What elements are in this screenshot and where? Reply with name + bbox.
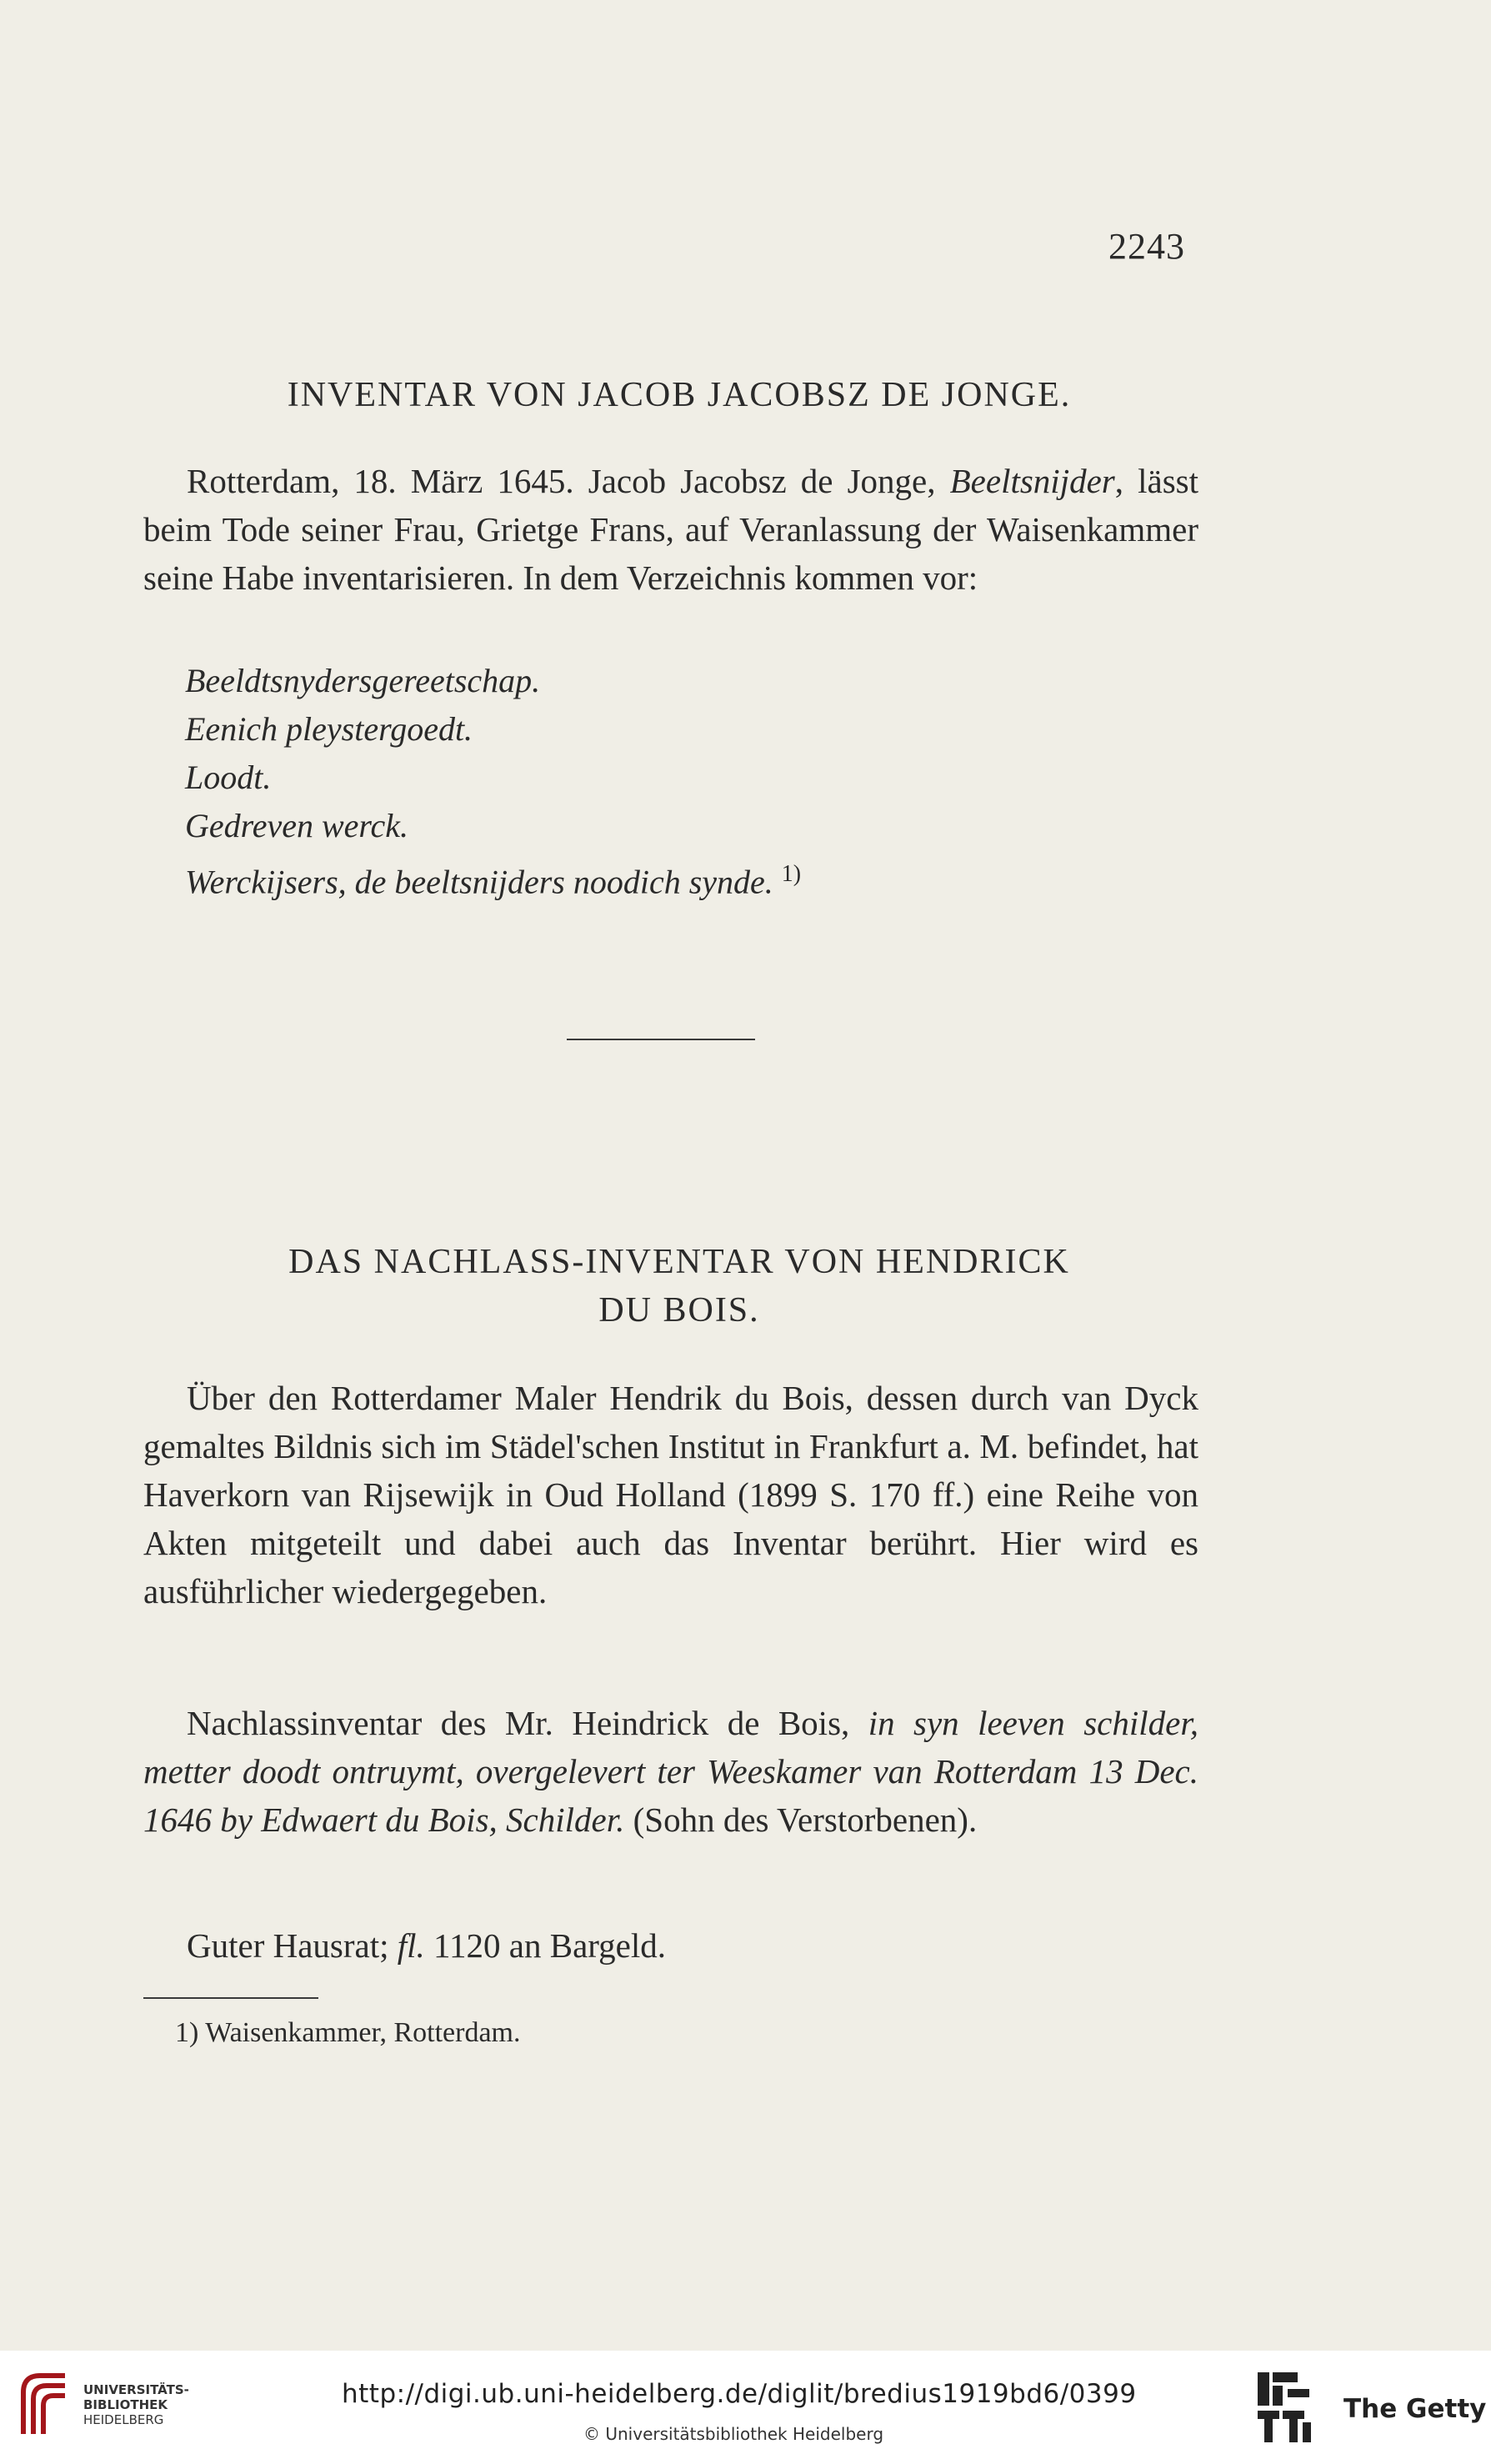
institution-line-2: BIBLIOTHEK <box>83 2397 168 2412</box>
para2-text: Über den Rotterdamer Maler Hendrik du Bois, dessen durch van Dyck gemaltes Bildnis sich im Städel'schen Institut in Frankfurt a. M. befindet, hat Haverkorn van Rijsewijk in Oud Holland (1899 S. 170 ff.) eine Reihe von Akten mitgeteilt und dabei auch das Inventar berührt. Hier wird es ausführlicher wiedergegeben. <box>143 1379 1198 1610</box>
getty-logo-icon[interactable] <box>1254 2369 1314 2446</box>
para4-italic: fl. <box>397 1926 425 1965</box>
section-title-1: INVENTAR VON JACOB JACOBSZ DE JONGE. <box>287 376 1072 414</box>
para3-text-b: (Sohn des Verstorbenen). <box>624 1800 978 1839</box>
footnote: 1) Waisenkammer, Rotterdam. <box>175 2017 521 2048</box>
viewer-footer <box>0 2351 1491 2464</box>
footnote-divider <box>143 1997 318 1999</box>
section-title-2-line2: DU BOIS. <box>598 1291 760 1330</box>
page-number: 2243 <box>1108 226 1185 267</box>
para1-text-a: Rotterdam, 18. März 1645. Jacob Jacobsz de Jonge, <box>187 462 936 500</box>
list-item: Loodt. <box>185 759 272 796</box>
footnote-marker: 1) <box>781 861 802 887</box>
permalink-url[interactable]: http://digi.ub.uni-heidelberg.de/diglit/bredius1919bd6/0399 <box>342 2379 1137 2409</box>
para4-text-a: Guter Hausrat; <box>187 1926 398 1965</box>
inventory-list <box>185 657 801 906</box>
list-item: Gedreven werck. <box>185 807 409 844</box>
para1-text-b: , lässt beim Tode seiner Frau, Grietge Frans, auf Veranlassung der Waisenkammer seine Habe inventarisieren. In dem Verzeichnis kommen vor: <box>143 462 1198 597</box>
section-title-2 <box>142 1238 1217 1335</box>
list-item: Beeldtsnydersgereetschap. <box>185 662 541 699</box>
paragraph-2 <box>143 1374 1198 1615</box>
list-item-last <box>185 850 801 906</box>
copyright-notice: © Universitätsbibliothek Heidelberg <box>583 2424 884 2444</box>
institution-line-1: UNIVERSITÄTS- <box>83 2382 189 2397</box>
institution-name <box>83 2382 189 2427</box>
paragraph-1 <box>143 457 1198 602</box>
section-title-2-line1: DAS NACHLASS-INVENTAR VON HENDRICK <box>288 1243 1070 1281</box>
para4-text-b: 1120 an Bargeld. <box>424 1926 667 1965</box>
institution-line-3: HEIDELBERG <box>83 2412 164 2427</box>
paragraph-4 <box>143 1921 1198 1970</box>
partner-name: The Getty <box>1343 2394 1487 2424</box>
para3-italic: in syn leeven schilder, metter doodt ontruymt, overgelevert ter Weeskamer van Rotterdam 13 Dec. 1646 by Edwaert du Bois, Schilder. <box>143 1704 1198 1839</box>
list-item: Werckijsers, de beeltsnijders noodich synde. <box>185 863 773 901</box>
ub-heidelberg-logo-icon[interactable] <box>15 2367 73 2442</box>
para1-italic: Beeltsnijder <box>949 462 1115 500</box>
list-item: Eenich pleystergoedt. <box>185 710 473 748</box>
section-divider <box>567 1039 755 1040</box>
paragraph-3 <box>143 1699 1198 1844</box>
para3-text-a: Nachlassinventar des Mr. Heindrick de Bois, <box>187 1704 868 1742</box>
